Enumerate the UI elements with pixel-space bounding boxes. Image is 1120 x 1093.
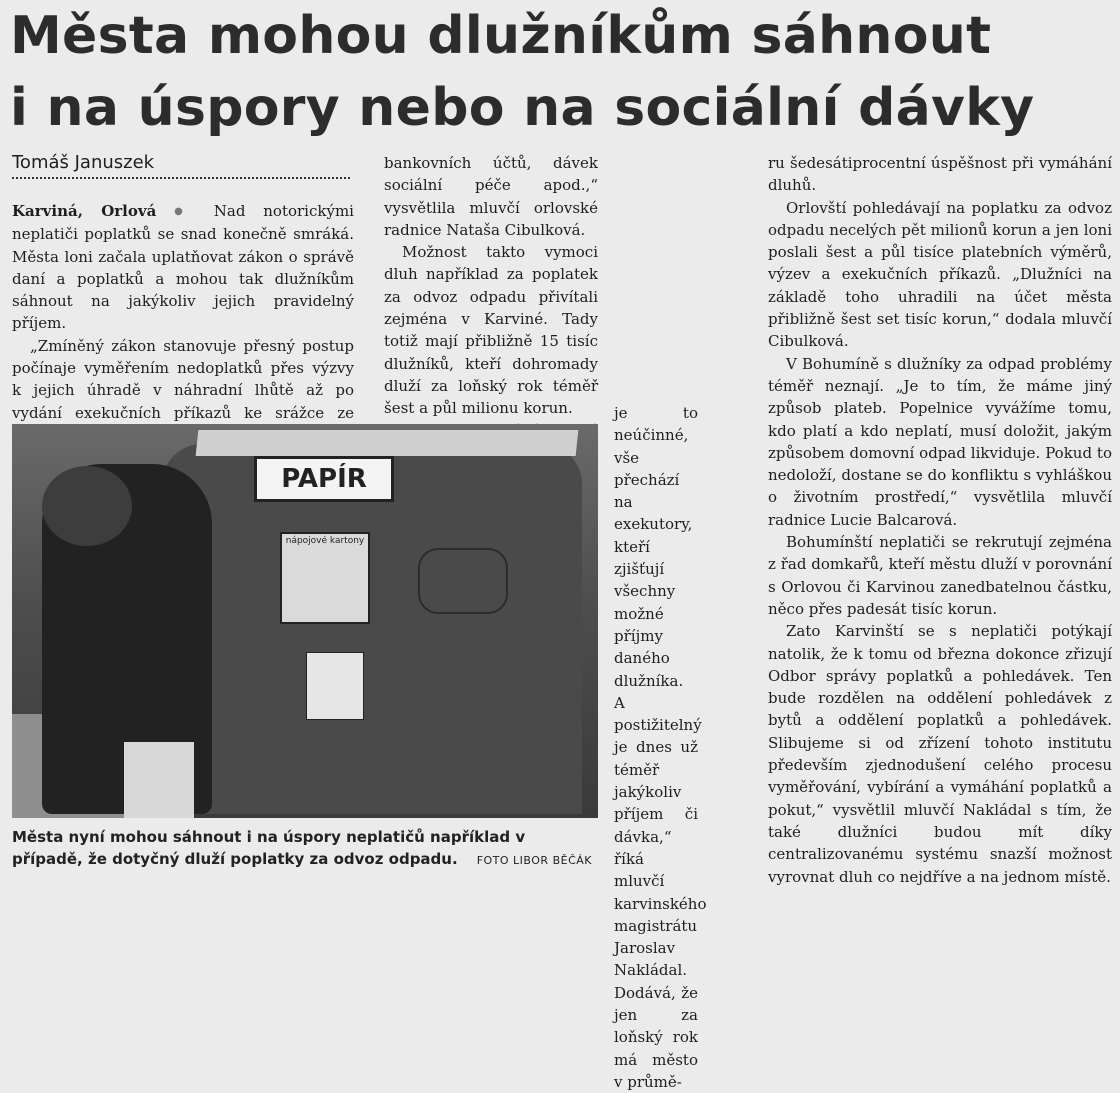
headline <box>10 0 1110 144</box>
photo-sticker-small <box>306 652 364 720</box>
news-photo <box>12 424 598 818</box>
paragraph: Orlovští pohledávají na poplatku za odvoz odpadu necelých pět milionů korun a jen loni poslali šest a půl tisíce platebních výměrů, výzev a exekučních příkazů. „Dlužníci na základě toho uhradili na účet města přibližně šest set tisíc korun,“ dodala mluvčí Cibulková. <box>768 198 1112 351</box>
paragraph: ru šedesátiprocentní úspěšnost při vymáhání dluhů. <box>768 154 1112 195</box>
headline-line-2: i na úspory nebo na sociální dávky <box>10 78 1035 138</box>
article-column-2-narrow <box>614 402 707 1093</box>
lead-text: Nad notorickými neplatiči poplatků se snad konečně smráká. Města loni začala uplatňovat zákon o správě daní a poplatků a mohou tak dlužníkům sáhnout na jakýkoliv jejich pravidelný příjem. <box>12 202 354 333</box>
paragraph: V Bohumíně s dlužníky za odpad problémy téměř neznají. „Je to tím, že máme jiný způsob plateb. Popelnice vyvážíme tomu, kdo platí a kdo neplatí, musí doložit, jakým způsobem domovní odpad likviduje. Pokud to nedoloží, dostane se do konfliktu s vyhláškou o životním prostředí,“ vysvětlila mluvčí radnice Lucie Balcarová. <box>768 354 1112 529</box>
caption-text: Města nyní mohou sáhnout i na úspory neplatičů například v případě, že dotyčný dluží poplatky za odvoz odpadu. <box>12 828 526 868</box>
article-column-1 <box>12 200 354 446</box>
paragraph: Bohumínští neplatiči se rekrutují zejména z řad domkařů, kteří městu dluží v porovnání s Orlovou či Karvinou zanedbatelnou částku, něco přes padesát tisíc korun. <box>768 533 1112 618</box>
dateline: Karviná, Orlová <box>12 202 157 220</box>
paragraph: Možnost takto vymoci dluh například za poplatek za odvoz odpadu přivítali zejména v Karviné. Tady totiž mají přibližně 15 tisíc dlužníků, kteří dohromady dluží za loňský rok téměř šest a půl milionu korun. <box>384 243 598 418</box>
photo-person-hood <box>42 466 132 546</box>
photo-sticker-text: nápojové kartony <box>285 536 365 546</box>
headline-line-1: Města mohou dlužníkům sáhnout <box>10 6 992 66</box>
article-column-3 <box>768 152 1112 888</box>
photo-credit: FOTO LIBOR BĚČÁK <box>476 854 592 867</box>
photo-bin-emblem <box>418 548 508 614</box>
photo-bin-lid <box>196 430 579 456</box>
paragraph: je to neúčinné, vše přechází na exekutory, kteří zjišťují všechny možné příjmy daného dlužníka. A postižitelný je dnes už téměř jakýkoliv příjem či dávka,“ říká mluvčí karvinského magistrátu Jaroslav Nakládal. Dodává, že jen za loňský rok má město v průmě- <box>614 404 707 1091</box>
photo-sticker <box>280 532 370 624</box>
photo-bin-sign: PAPÍR <box>254 456 394 502</box>
bullet-icon: ● <box>174 206 196 217</box>
byline: Tomáš Januszek <box>12 150 350 179</box>
photo-person-leg <box>124 742 194 818</box>
photo-caption <box>12 826 600 870</box>
paragraph: Zato Karvinští se s neplatiči potýkají natolik, že k tomu od března dokonce zřizují Odbor správy poplatků a pohledávek. Ten bude rozdělen na oddělení pohledávek z bytů a oddělení poplatků a pohledávek. Slibujeme si od zřízení tohoto institutu především zjednodušení celého procesu vyměřování, vybírání a vymáhání poplatků a pokut,“ vysvětlil mluvčí Nakládal s tím, že také dlužníci budou mít díky centralizovanému systému snazší možnost vyrovnat dluh co nejdříve a na jednom místě. <box>768 622 1112 886</box>
paragraph: bankovních účtů, dávek sociální péče apod.,“ vysvětlila mluvčí orlovské radnice Nataša Cibulková. <box>384 154 598 239</box>
paragraph: „Zmíněný zákon stanovuje přesný postup počínaje vyměřením nedoplatků přes výzvy k jejich úhradě v náhradní lhůtě až po vydání exekučních příkazů ke srážce ze <box>12 336 354 422</box>
paragraph-lead <box>12 200 354 335</box>
